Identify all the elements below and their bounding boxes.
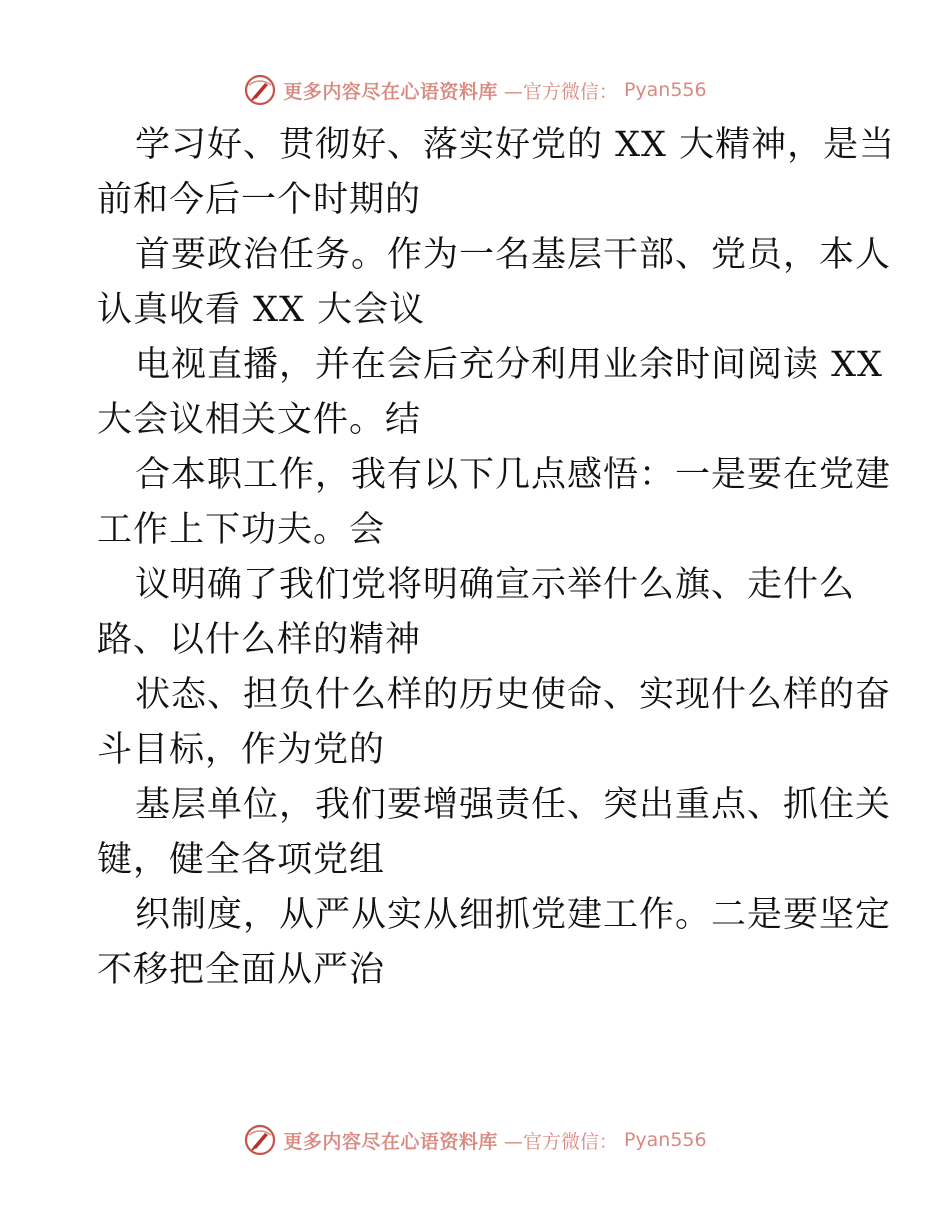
paragraph-3 [97,338,883,448]
quill-logo-icon [243,1123,277,1157]
text-line: 状态、担负什么样的历史使命、实现什么样的奋 [135,675,892,715]
footer-watermark [0,1120,950,1160]
watermark-title: 更多内容尽在心语资料库 [283,1130,498,1153]
text-line: 斗目标，作为党的 [97,730,386,770]
paragraph-2 [97,228,892,338]
paragraph-5 [97,558,867,668]
paragraph-8 [97,888,892,998]
paragraph-7 [97,778,892,888]
paragraph-6 [97,668,892,778]
text-line: 基层单位，我们要增强责任、突出重点、抓住关 [135,785,892,825]
watermark-separator: —官方微信： [503,1130,618,1153]
text-line: 议明确了我们党将明确宣示举什么旗、走什么 [135,565,856,605]
watermark-wechat-id: Pyan556 [623,1129,707,1151]
text-line: 前和今后一个时期的 [97,180,422,220]
text-line: 路、以什么样的精神 [97,620,422,660]
paragraph-4 [97,448,892,558]
text-line: 电视直播，并在会后充分利用业余时间阅读 XX [135,345,883,385]
text-line: 合本职工作，我有以下几点感悟：一是要在党建 [135,455,892,495]
document-body [97,118,896,998]
watermark-separator: —官方微信： [503,80,618,103]
text-line: 不移把全面从严治 [97,950,386,990]
text-line: 首要政治任务。作为一名基层干部、党员，本人 [135,235,892,275]
text-line: 学习好、贯彻好、落实好党的 XX 大精神，是当 [135,125,896,165]
text-line: 认真收看 XX 大会议 [97,290,426,330]
text-line: 键，健全各项党组 [97,840,386,880]
header-watermark [0,70,950,110]
quill-logo-icon [243,73,277,107]
text-line: 工作上下功夫。会 [97,510,386,550]
text-line: 大会议相关文件。结 [97,400,422,440]
watermark-title: 更多内容尽在心语资料库 [283,80,498,103]
text-line: 织制度，从严从实从细抓党建工作。二是要坚定 [135,895,892,935]
paragraph-1 [97,118,896,228]
watermark-wechat-id: Pyan556 [623,79,707,101]
